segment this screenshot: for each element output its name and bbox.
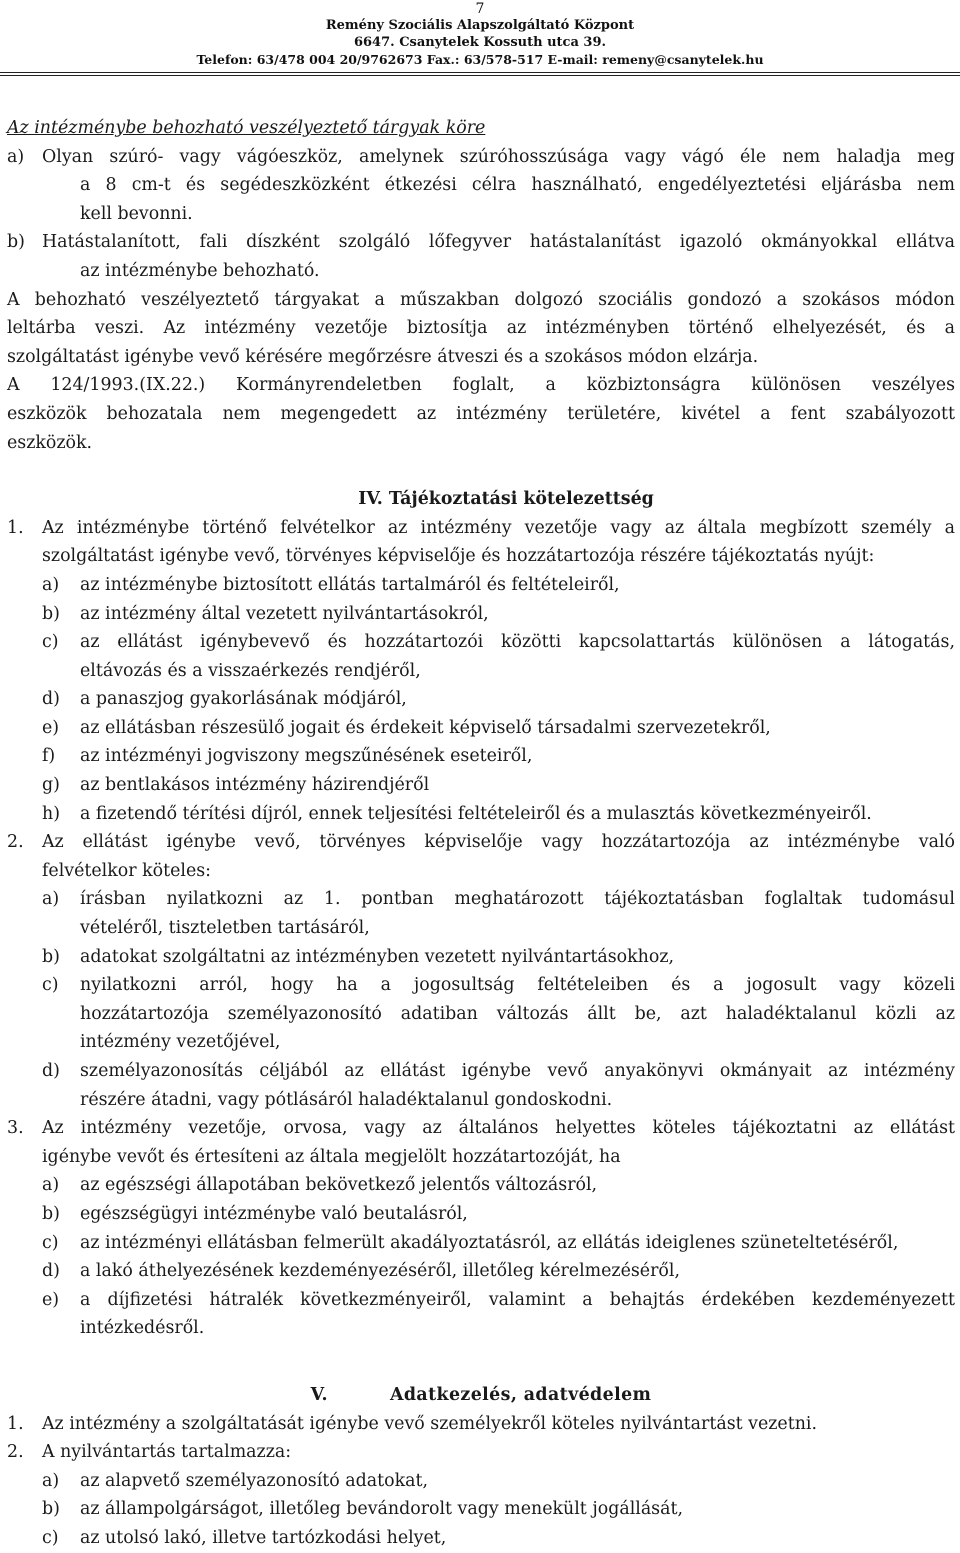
text-line: eltávozás és a visszaérkezés rendjéről, [80, 660, 421, 681]
list-label: c) [42, 975, 59, 996]
sub-item [42, 1524, 955, 1553]
list-label: f) [42, 746, 56, 767]
header-divider-second [0, 75, 960, 76]
text-line: A 124/1993.(IX.22.) Kormányrendeletben foglalt, a közbiztonságra különösen veszélyes [7, 375, 955, 396]
list-label: c) [42, 632, 59, 653]
text-line: intézkedésről. [80, 1318, 205, 1339]
list-number: 1. [7, 517, 24, 538]
text-line: szolgáltatást igénybe vevő, törvényes képviselője és hozzátartozója részére tájékoztatás nyújt: [42, 546, 875, 567]
sub-list [7, 571, 955, 828]
text-line: az ellátásban részesülő jogait és érdekeit képviselő társadalmi szervezetekről, [80, 717, 771, 738]
s4-item-3 [7, 1114, 955, 1171]
sub-item [42, 771, 955, 800]
list-label: b) [42, 1499, 60, 1520]
list-label: d) [42, 1061, 60, 1081]
header-address: 6647. Csanytelek Kossuth utca 39. [353, 35, 607, 50]
list-label: b) [42, 946, 60, 967]
text-line: Olyan szúró- vagy vágóeszköz, amelynek szúróhosszúsága vagy vágó éle nem haladja meg [42, 146, 955, 167]
header-divider [0, 72, 960, 73]
list-label: a) [42, 1175, 60, 1196]
section-5-title [7, 1381, 955, 1410]
text-line: kell bevonni. [80, 203, 193, 224]
text-line: írásban nyilatkozni az 1. pontban meghatározott tájékoztatásban foglaltak tudomásul [80, 889, 955, 910]
section-4-title: IV. Tájékoztatási kötelezettség [358, 489, 654, 510]
hazard-item-b [7, 228, 955, 257]
list-label: b) [7, 232, 25, 253]
hazard-heading: Az intézménybe behozható veszélyeztető tárgyak köre [7, 118, 486, 138]
sub-list [7, 885, 955, 1114]
sub-item [42, 1229, 955, 1258]
section-5-title-text: Adatkezelés, adatvédelem [389, 1384, 652, 1405]
list-number: 2. [7, 1442, 24, 1463]
text-line: A behozható veszélyeztető tárgyakat a műszakban dolgozó szociális gondozó a szokásos módon [7, 289, 955, 310]
list-label: a) [42, 889, 60, 910]
sub-item [42, 742, 955, 771]
text-line: az intézménybe behozható. [80, 260, 320, 281]
sub-list [7, 1467, 955, 1553]
text-line: az állampolgárságot, illetőleg bevándorolt vagy menekült jogállását, [80, 1499, 683, 1520]
page-number: 7 [475, 1, 485, 17]
text-line: a lakó áthelyezésének kezdeményezéséről, illetőleg kérelmezéséről, [80, 1261, 680, 1282]
sub-item [42, 1200, 955, 1229]
list-label: e) [42, 717, 60, 738]
sub-item [42, 1257, 955, 1286]
hazard-item-a-cont [7, 171, 955, 228]
s5-item-1 [7, 1410, 955, 1439]
text-line: a panaszjog gyakorlásának módjáról, [80, 689, 407, 710]
list-label: d) [42, 1261, 60, 1282]
text-line: egészségügyi intézménybe való beutalásról, [80, 1203, 468, 1224]
sub-item [42, 600, 955, 629]
sub-item [42, 685, 955, 714]
list-label: g) [42, 775, 60, 796]
sub-item [42, 1057, 955, 1114]
list-label: b) [42, 603, 60, 624]
text-line: az bentlakásos intézmény házirendjéről [80, 775, 430, 796]
text-line: adatokat szolgáltatni az intézményben vezetett nyilvántartásokhoz, [80, 946, 675, 967]
text-line: az alapvető személyazonosító adatokat, [80, 1470, 429, 1491]
list-label: d) [42, 689, 60, 710]
text-line: az intézmény által vezetett nyilvántartásokról, [80, 603, 489, 624]
text-line: vételéről, tiszteletben tartásáról, [80, 918, 370, 939]
document-body [7, 114, 955, 1553]
text-line: Az intézmény a szolgáltatását igénybe vevő személyekről köteles nyilvántartást vezetni. [42, 1413, 817, 1434]
list-number: 1. [7, 1413, 24, 1434]
sub-item [42, 628, 955, 685]
list-label: c) [42, 1527, 59, 1548]
text-line: személyazonosítás céljából az ellátást igénybe vevő anyakönyvi okmányait az intézmény [80, 1061, 955, 1081]
text-line: az ellátást igénybevevő és hozzátartozói közötti kapcsolattartás különösen a látogatás, [80, 632, 955, 653]
text-line: az intézménybe biztosított ellátás tartalmáról és feltételeiről, [80, 574, 620, 595]
text-line: a díjfizetési hátralék következményeiről, valamint a behajtás érdekében kezdeményezett [80, 1289, 955, 1310]
s4-item-2 [7, 828, 955, 885]
list-label: a) [42, 574, 60, 595]
s4-3-sub [7, 1171, 955, 1343]
list-label: c) [42, 1232, 59, 1253]
sub-item [42, 1171, 955, 1200]
text-line: felvételkor köteles: [42, 860, 212, 881]
section-5-number: V. [310, 1384, 328, 1405]
text-line: szolgáltatást igénybe vevő kérésére megőrzésre átveszi és a szokásos módon elzárja. [7, 346, 759, 367]
header-contact: Telefon: 63/478 004 20/9762673 Fax.: 63/578-517 E-mail: remeny@csanytelek.hu [196, 52, 764, 67]
sub-item [42, 971, 955, 1057]
sub-item [42, 714, 955, 743]
hazard-item-a [7, 143, 955, 172]
list-label: b) [42, 1203, 60, 1224]
text-line: az intézményi jogviszony megszűnésének eseteiről, [80, 746, 533, 767]
text-line: intézmény vezetőjével, [80, 1032, 281, 1053]
text-line: eszközök. [7, 432, 93, 453]
s5-item-2 [7, 1438, 955, 1467]
text-line: az egészségi állapotában bekövetkező jelentős változásról, [80, 1175, 598, 1196]
sub-item [42, 800, 955, 829]
text-line: a fizetendő térítési díjról, ennek teljesítési feltételeiről és a mulasztás következményeiről. [80, 803, 872, 824]
list-number: 3. [7, 1118, 24, 1139]
text-line: Az intézmény vezetője, orvosa, vagy az általános helyettes köteles tájékoztatni az ellátást [42, 1118, 955, 1139]
text-line: hozzátartozója személyazonosító adatiban változás állt be, azt haladéktalanul közli az [80, 1003, 955, 1024]
text-line: leltárba veszi. Az intézmény vezetője biztosítja az intézményben történő elhelyezését, és a [7, 318, 955, 339]
text-line: Hatástalanított, fali díszként szolgáló lőfegyver hatástalanítást igazoló okmányokkal ellátva [42, 232, 955, 253]
sub-item [42, 1467, 955, 1496]
s4-1-sub [7, 571, 955, 828]
list-number: 2. [7, 832, 24, 853]
text-line: A nyilvántartás tartalmazza: [42, 1442, 292, 1463]
text-line: Az intézménybe történő felvételkor az intézmény vezetője vagy az általa megbízott személy a [42, 517, 955, 538]
header-organization: Remény Szociális Alapszolgáltató Központ [325, 18, 635, 33]
sub-item [42, 885, 955, 942]
text-line: igénybe vevőt és értesíteni az általa megjelölt hozzátartozóját, ha [42, 1146, 621, 1167]
list-label: h) [42, 803, 60, 824]
s5-2-sub [7, 1467, 955, 1553]
text-line: eszközök behozatala nem megengedett az intézmény területére, kivétel a fent szabályozott [7, 403, 955, 424]
list-label: a) [7, 146, 25, 167]
text-line: nyilatkozni arról, hogy ha a jogosultság feltételeiben és a jogosult vagy közeli [80, 975, 955, 996]
text-line: az utolsó lakó, illetve tartózkodási helyet, [80, 1527, 447, 1548]
s4-2-sub [7, 885, 955, 1114]
text-line: részére átadni, vagy pótlásáról haladéktalanul gondoskodni. [80, 1089, 613, 1110]
sub-item [42, 943, 955, 972]
text-line: az intézményi ellátásban felmerült akadályoztatásról, az ellátás ideiglenes szüneteltetéséről, [80, 1232, 899, 1253]
list-label: a) [42, 1470, 60, 1491]
sub-item [42, 1286, 955, 1343]
text-line: a 8 cm-t és segédeszközként étkezési célra használható, engedélyeztetési eljárásba nem [80, 175, 955, 196]
sub-list [7, 1171, 955, 1343]
sub-item [42, 571, 955, 600]
s4-item-1 [7, 514, 955, 571]
sub-item [42, 1495, 955, 1524]
hazard-item-b-cont [7, 257, 955, 286]
text-line: Az ellátást igénybe vevő, törvényes képviselője vagy hozzátartozója az intézménybe való [42, 832, 955, 853]
list-label: e) [42, 1289, 60, 1310]
